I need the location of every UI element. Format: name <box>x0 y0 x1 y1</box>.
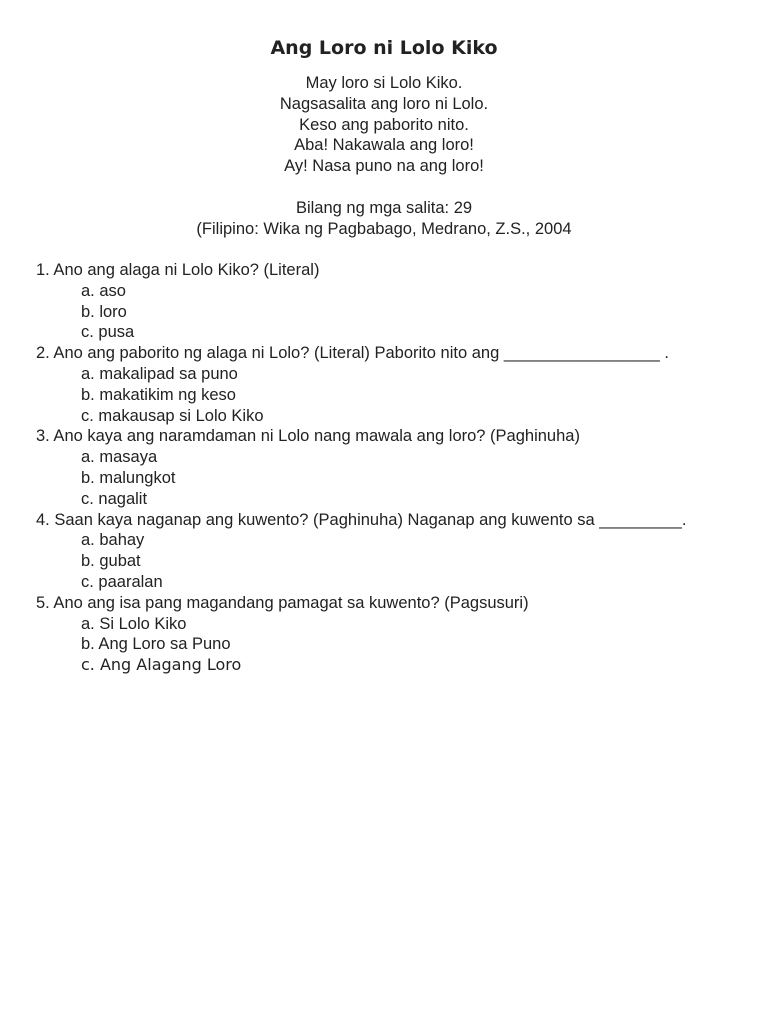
story-line: Keso ang paborito nito. <box>299 115 469 134</box>
answer-choice: a. bahay <box>81 531 145 550</box>
question-text: 4. Saan kaya naganap ang kuwento? (Paghinuha) Naganap ang kuwento sa _________. <box>36 510 687 529</box>
answer-choice: c. paaralan <box>81 572 163 591</box>
story-line: Nagsasalita ang loro ni Lolo. <box>279 94 489 113</box>
story-line: Ay! Nasa puno na ang loro! <box>284 157 484 176</box>
answer-choice: a. makalipad sa puno <box>81 364 238 383</box>
story-line: Aba! Nakawala ang loro! <box>294 136 474 155</box>
question-item <box>36 260 756 343</box>
question-text: 2. Ano ang paborito ng alaga ni Lolo? (Literal) Paborito nito ang _________________ . <box>36 344 670 363</box>
question-text: 5. Ano ang isa pang magandang pamagat sa kuwento? (Pagsusuri) <box>36 593 529 612</box>
question-text: 3. Ano kaya ang naramdaman ni Lolo nang mawala ang loro? (Paghinuha) <box>36 427 580 446</box>
answer-choice: c. nagalit <box>81 489 148 508</box>
page-title: Ang Loro ni Lolo Kiko <box>270 37 498 59</box>
story-passage <box>0 73 768 177</box>
answer-choice: a. Si Lolo Kiko <box>81 614 187 633</box>
answer-choice: b. makatikim ng keso <box>81 385 236 404</box>
question-item <box>36 426 756 509</box>
answer-choice: b. gubat <box>81 552 141 571</box>
answer-choice: c. makausap si Lolo Kiko <box>81 406 264 425</box>
answer-choice: c. Ang Alagang Loro <box>81 655 242 675</box>
word-count: Bilang ng mga salita: 29 <box>295 199 473 217</box>
story-line: May loro si Lolo Kiko. <box>305 74 463 92</box>
answer-choice: b. loro <box>81 302 127 321</box>
answer-choice: a. aso <box>81 281 126 300</box>
passage-info <box>0 198 768 240</box>
answer-choice: c. pusa <box>81 323 135 342</box>
question-list <box>36 260 756 676</box>
answer-choice: b. malungkot <box>81 468 176 487</box>
question-text: 1. Ano ang alaga ni Lolo Kiko? (Literal) <box>36 261 320 279</box>
answer-choice: a. masaya <box>81 448 158 467</box>
answer-choice: b. Ang Loro sa Puno <box>81 635 231 654</box>
question-item <box>36 343 756 426</box>
source-citation: (Filipino: Wika ng Pagbabago, Medrano, Z.S., 2004 <box>196 219 572 238</box>
question-item <box>36 593 756 676</box>
question-item <box>36 510 756 593</box>
